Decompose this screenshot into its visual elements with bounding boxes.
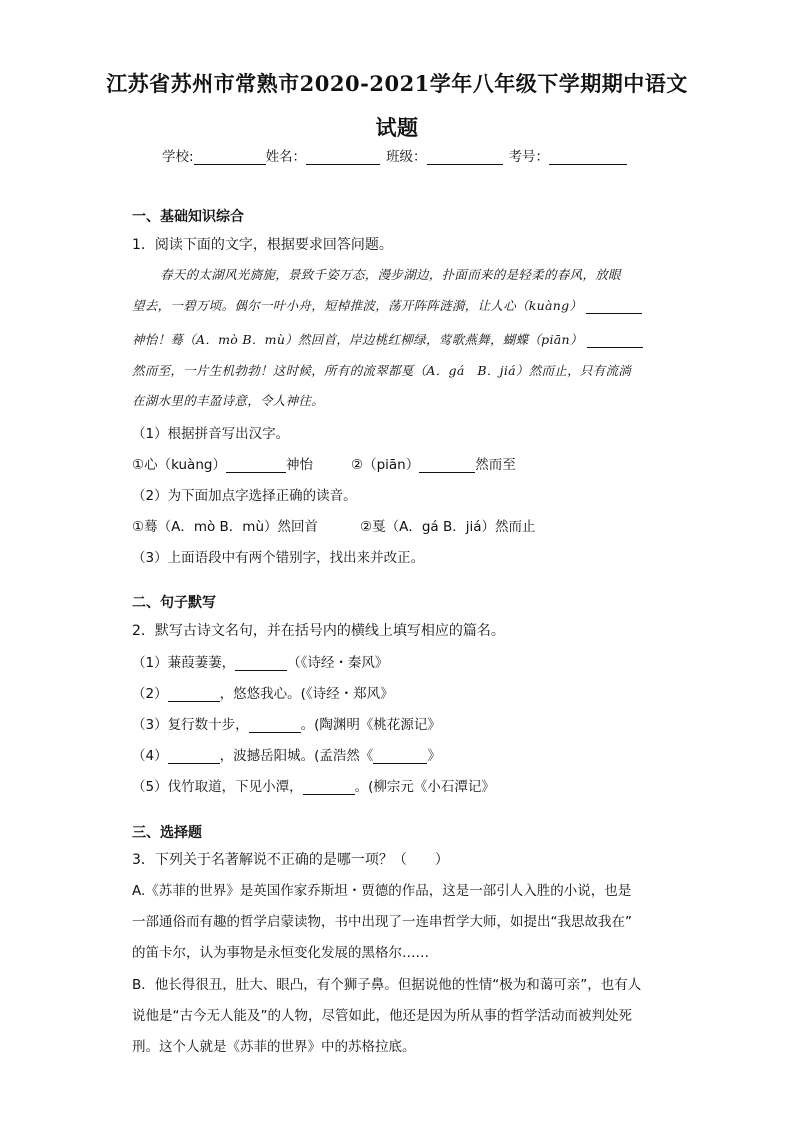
passage-line-5: 在湖水里的丰盈诗意，令人神往。 (132, 393, 325, 408)
exam-number-blank[interactable] (549, 149, 627, 165)
answer-blank-kuang[interactable] (226, 457, 286, 473)
q2-blank-2[interactable] (168, 686, 220, 702)
school-label: 学校: (162, 149, 194, 165)
passage-line-2: 望去，一碧万顷。偶尔一叶小舟，短棹推波，荡开阵阵涟漪，让人心（kuàng） (132, 296, 642, 314)
answer-blank-pian[interactable] (419, 457, 475, 473)
q1-stem: 1．阅读下面的文字，根据要求回答问题。 (132, 237, 393, 253)
q2-blank-1[interactable] (235, 655, 287, 671)
q2-item-4: （4） ，波撼岳阳城。(孟浩然《 》 (132, 748, 441, 764)
page-title: 江苏省苏州市常熟市2020-2021学年八年级下学期期中语文 (106, 71, 688, 96)
name-label: 姓名： (265, 149, 307, 165)
section1-heading: 一、基础知识综合 (132, 209, 244, 225)
q3-stem: 3．下列关于名著解说不正确的是哪一项？（ ） (132, 852, 449, 868)
q3-option-b-line-3: 刑。这个人就是《苏菲的世界》中的苏格拉底。 (132, 1039, 416, 1055)
q2-item-2: （2） ，悠悠我心。(《诗经・郑风》 (132, 686, 394, 702)
q2-stem: 2．默写古诗文名句，并在括号内的横线上填写相应的篇名。 (132, 623, 505, 639)
passage-line-3: 神怡！蓦（A．mò B．mù）然回首，岸边桃红柳绿，莺歌燕舞，蝴蝶（piān） (132, 330, 643, 348)
q1-sub2-items: ①蓦（A．mò B．mù）然回首 ②戛（A．gá B．jiá）然而止 (132, 519, 536, 535)
name-blank[interactable] (306, 149, 380, 165)
school-blank[interactable] (194, 149, 266, 165)
class-label: 班级： (386, 149, 427, 165)
page-title-line2: 试题 (375, 115, 419, 140)
q3-option-b-line-1: B．他长得很丑，肚大、眼凸，有个狮子鼻。但据说他的性情“极为和蔼可亲”，也有人 (132, 977, 642, 993)
passage-blank-1 (586, 299, 642, 314)
passage-line-4: 然而至，一片生机勃勃！这时候，所有的流翠都戛（A．gá B．jiá）然而止，只有流淌 (132, 363, 632, 378)
section2-heading: 二、句子默写 (132, 595, 216, 611)
q2-blank-5[interactable] (303, 779, 355, 795)
q3-option-b-line-2: 说他是“古今无人能及”的人物，尽管如此，他还是因为所从事的哲学活动而被判处死 (132, 1008, 632, 1024)
q2-blank-4[interactable] (168, 748, 220, 764)
passage-blank-2 (587, 333, 643, 348)
q3-option-a-line-3: 的笛卡尔，认为事物是永恒变化发展的黑格尔…… (132, 945, 429, 961)
q2-blank-3[interactable] (249, 717, 301, 733)
q1-sub1: （1）根据拼音写出汉字。 (132, 426, 290, 442)
exam-number-label: 考号： (508, 149, 550, 165)
q2-blank-4-title[interactable] (373, 748, 427, 764)
q3-option-a-line-1: A.《苏菲的世界》是英国作家乔斯坦・贾德的作品，这是一部引人入胜的小说，也是 (132, 883, 632, 899)
q2-item-5: （5）伐竹取道，下见小潭， 。(柳宗元《小石潭记》 (132, 779, 495, 795)
class-blank[interactable] (427, 149, 503, 165)
q1-sub3: （3）上面语段中有两个错别字，找出来并改正。 (132, 550, 425, 566)
q1-sub1-items: ①心（kuàng） 神怡 ②（piān） 然而至 (132, 457, 516, 473)
q3-option-a-line-2: 一部通俗而有趣的哲学启蒙读物，书中出现了一连串哲学大师，如提出“我思故我在” (132, 914, 632, 930)
q2-item-1: （1）蒹葭萋萋， （《诗经・秦风》 (132, 655, 389, 671)
student-info-row (162, 145, 627, 165)
passage-line-1: 春天的太湖风光旖旎，景致千姿万态，漫步湖边，扑面而来的是轻柔的春风，放眼 (160, 267, 621, 282)
section3-heading: 三、选择题 (132, 825, 202, 841)
q2-item-3: （3）复行数十步， 。(陶渊明《桃花源记》 (132, 717, 441, 733)
q1-sub2: （2）为下面加点字选择正确的读音。 (132, 488, 357, 504)
